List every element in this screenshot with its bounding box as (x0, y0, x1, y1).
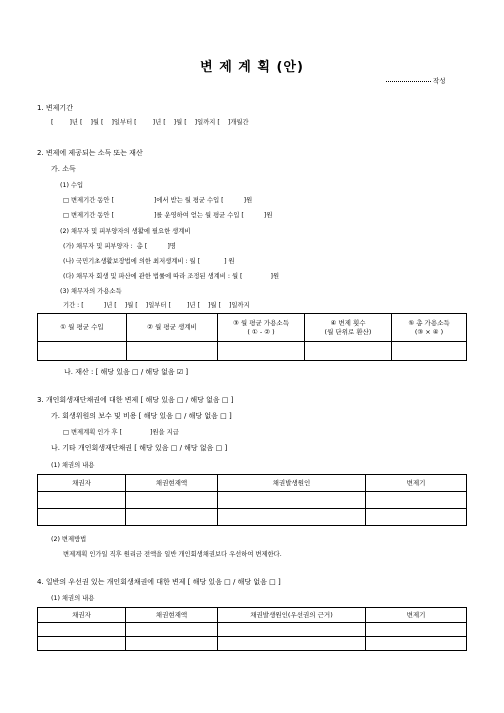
income-line-1: □ 변제기간 동안 [ ]에서 받는 월 평균 수입 [ ]원 (63, 197, 253, 204)
living-cost-line-3: (다) 채무자 회생 및 파산에 관한 법률에 따라 조정된 생계비 : 월 [ ]원 (63, 273, 280, 280)
table-cell (38, 509, 126, 526)
header-cell: ⑤ 총 가용소득 (③ × ④ ) (392, 314, 467, 342)
table-cell (218, 637, 366, 651)
trustee-fee-detail: □ 변제계획 인가 후 [ ]원을 지급 (63, 429, 179, 436)
income-line-2: □ 변제기간 동안 [ ]를 운영하여 얻는 월 평균 수입 [ ]원 (63, 212, 273, 219)
income-title: (1) 수입 (60, 182, 84, 189)
header-cell: 변제기 (366, 475, 467, 492)
section-1-heading: 1. 변제기간 (37, 104, 73, 112)
header-cell: ① 월 평균 수입 (38, 314, 127, 342)
header-cell: 채권발생원인(우선권의 근거) (218, 608, 366, 623)
table-row (38, 623, 467, 637)
table-cell (366, 492, 467, 509)
claims-content-title: (1) 채권의 내용 (51, 462, 95, 469)
header-cell: 변제기 (366, 608, 467, 623)
table-row (38, 509, 467, 526)
header-cell: 채권현재액 (126, 608, 218, 623)
table-cell (366, 509, 467, 526)
header-cell: ② 월 평균 생계비 (127, 314, 218, 342)
income-subheading: 가. 소득 (51, 165, 76, 173)
living-cost-title: (2) 채무자 및 피부양자의 생활에 필요한 생계비 (60, 228, 191, 235)
table-cell (218, 509, 366, 526)
repayment-period-line: [ ]년 [ ]월 [ ]일부터 [ ]년 [ ]월 [ ]일까지 [ ]개월간 (51, 119, 249, 126)
priority-claims-table (37, 607, 467, 651)
repayment-method-text: 변제계획 인가일 직후 원리금 전액을 일반 개인회생채권보다 우선하여 변제한다. (63, 551, 282, 558)
table-row (38, 492, 467, 509)
table-cell (126, 492, 218, 509)
property-line: 나. 재산 : [ 해당 있음 □ / 해당 없음 ☑ ] (64, 368, 189, 376)
table-cell (126, 637, 218, 651)
header-cell: ③ 월 평균 가용소득 ( ① - ② ) (218, 314, 305, 342)
prepared-label: 작성 (433, 77, 446, 85)
document-title: 변 제 계 획 (안) (200, 60, 304, 75)
header-cell: ④ 변제 횟수 (월 단위로 환산) (305, 314, 392, 342)
table-header-row (38, 608, 467, 623)
trustee-fee-line: 가. 회생위원의 보수 및 비용 [ 해당 있음 □ / 해당 없음 □ ] (51, 412, 232, 420)
living-cost-line-1: (가) 채무자 및 피부양자 : 총 [ ]명 (63, 243, 176, 250)
available-income-table (37, 313, 467, 361)
available-income-title: (3) 채무자의 가용소득 (60, 288, 122, 295)
table-cell (392, 342, 467, 361)
table-cell (127, 342, 218, 361)
prepared-by (386, 76, 446, 85)
section-3-heading: 3. 개인회생재단채권에 대한 변제 [ 해당 있음 □ / 해당 없음 □ ] (37, 396, 234, 404)
other-claims-line: 나. 기타 개인회생재단채권 [ 해당 있음 □ / 해당 없음 □ ] (51, 444, 228, 452)
prepared-blank (386, 81, 431, 82)
living-cost-line-2: (나) 국민기초생활보장법에 의한 최저생계비 : 월 [ ] 원 (63, 258, 235, 265)
table-cell (218, 623, 366, 637)
table-cell (305, 342, 392, 361)
table-header-row (38, 475, 467, 492)
table-cell (366, 637, 467, 651)
table-cell (38, 637, 126, 651)
table-cell (126, 623, 218, 637)
table-cell (38, 623, 126, 637)
header-cell: 채권자 (38, 475, 126, 492)
repayment-method-title: (2) 변제방법 (51, 536, 87, 543)
table-cell (38, 492, 126, 509)
priority-claims-title: (1) 채권의 내용 (51, 595, 95, 602)
table-cell (218, 492, 366, 509)
table-header-row (38, 314, 467, 342)
section-2-heading: 2. 변제에 제공되는 소득 또는 재산 (37, 149, 143, 157)
table-cell (366, 623, 467, 637)
header-cell: 채권자 (38, 608, 126, 623)
table-row (38, 342, 467, 361)
header-cell: 채권현재액 (126, 475, 218, 492)
table-cell (126, 509, 218, 526)
section-4-heading: 4. 일반의 우선권 있는 개인회생채권에 대한 변제 [ 해당 있음 □ / 해당 없음 □ ] (37, 578, 281, 586)
table-cell (38, 342, 127, 361)
estate-claims-table (37, 474, 467, 526)
available-income-period: 기간 : [ ]년 [ ]월 [ ]일부터 [ ]년 [ ]월 [ ]일까지 (63, 302, 250, 309)
table-cell (218, 342, 305, 361)
table-row (38, 637, 467, 651)
header-cell: 채권발생원인 (218, 475, 366, 492)
